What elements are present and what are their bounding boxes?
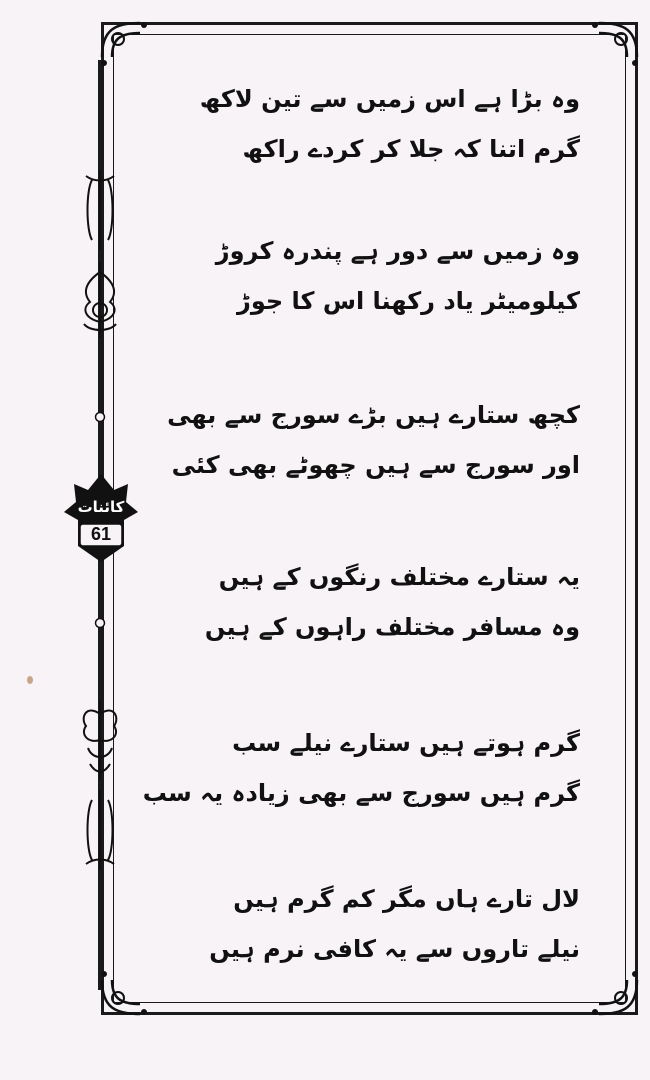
verse-line: گرم ہوتے ہیں ستارے نیلے سب <box>232 729 580 757</box>
verse-line: اور سورج سے ہیں چھوٹے بھی کئی <box>171 451 580 479</box>
stanza <box>142 718 580 818</box>
floral-ornament-icon <box>76 262 124 338</box>
stanza <box>180 874 580 974</box>
paper-speck <box>27 676 33 684</box>
verse-line: وہ بڑا ہے اس زمیں سے تین لاکھ <box>199 85 580 113</box>
page-number-badge <box>62 472 140 564</box>
badge-title: کائنات <box>77 498 125 516</box>
verse-line: یہ ستارے مختلف رنگوں کے ہیں <box>218 563 580 591</box>
corner-flourish-icon <box>96 960 156 1020</box>
verse-line: نیلے تاروں سے یہ کافی نرم ہیں <box>209 935 580 963</box>
spine-ring-icon <box>93 616 107 630</box>
badge-shield-icon <box>62 472 140 564</box>
pillar-ornament-icon <box>82 790 118 870</box>
corner-flourish-icon <box>96 17 156 77</box>
poem <box>142 74 600 974</box>
verse-line: کچھ ستارے ہیں بڑے سورج سے بھی <box>167 401 580 429</box>
verse-line: گرم اتنا کہ جلا کر کردے راکھ <box>242 135 580 163</box>
stanza <box>167 390 580 490</box>
verse-line: وہ زمیں سے دور ہے پندرہ کروڑ <box>215 237 580 265</box>
verse-line: لال تارے ہاں مگر کم گرم ہیں <box>233 885 580 913</box>
verse-line: کیلومیٹر یاد رکھنا اس کا جوڑ <box>237 287 580 315</box>
spine-ring-icon <box>93 410 107 424</box>
stanza <box>180 226 580 326</box>
stanza <box>180 552 580 652</box>
page-number: 61 <box>90 524 112 544</box>
verse-line: گرم ہیں سورج سے بھی زیادہ یہ سب <box>142 779 580 807</box>
floral-ornament-icon <box>76 700 124 780</box>
stanza <box>180 74 580 174</box>
corner-flourish-icon <box>583 17 643 77</box>
pillar-ornament-icon <box>82 170 118 250</box>
verse-line: وہ مسافر مختلف راہوں کے ہیں <box>204 613 580 641</box>
